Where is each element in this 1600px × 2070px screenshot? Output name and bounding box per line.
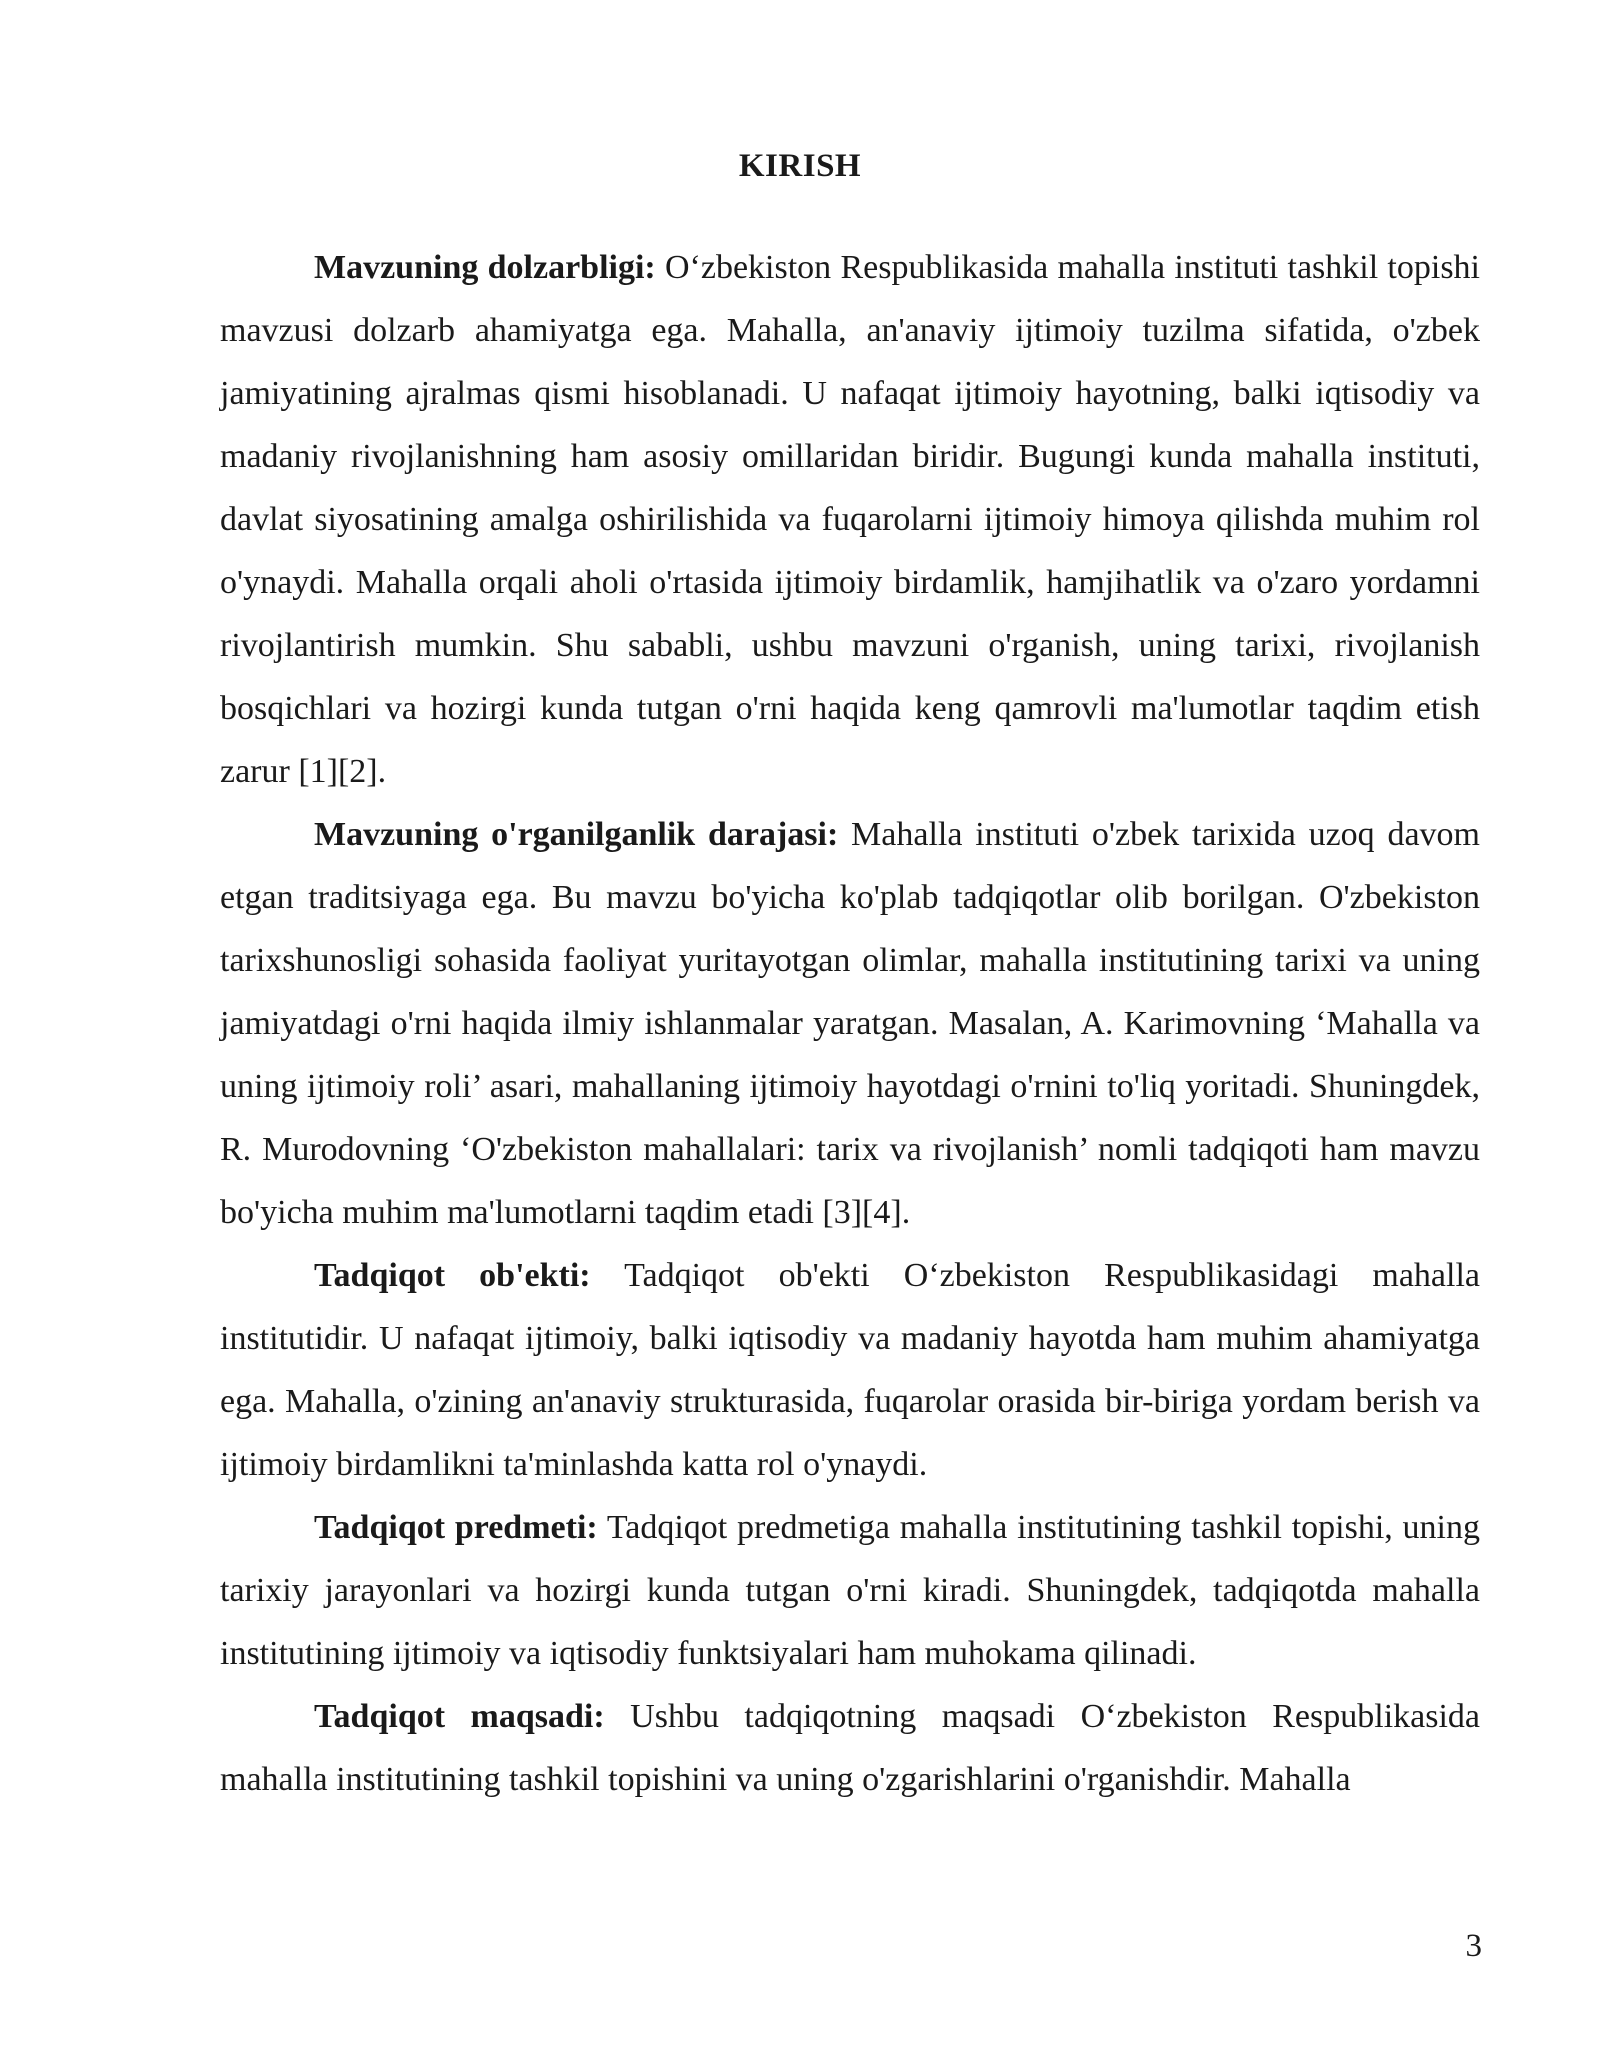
paragraph-lead: Mavzuning dolzarbligi:: [314, 249, 656, 286]
paragraph-lead: Tadqiqot maqsadi:: [314, 1698, 605, 1735]
paragraph-lead: Tadqiqot predmeti:: [314, 1509, 598, 1546]
paragraph-text: Tadqiqot ob'ekti O‘zbekiston Respublikasidagi mahalla institutidir. U nafaqat ijtimoiy, balki iqtisodiy va madaniy hayotda ham muhim ahamiyatga ega. Mahalla, o'zining an'anaviy strukturasida, fuqarolar orasida bir-biriga yordam berish va ijtimoiy birdamlikni ta'minlashda katta rol o'ynaydi.: [220, 1257, 1480, 1483]
paragraph-relevance: [220, 236, 1480, 803]
paragraph-text: Tadqiqot predmetiga mahalla institutining tashkil topishi, uning tarixiy jarayonlari va hozirgi kunda tutgan o'rni kiradi. Shuningdek, tadqiqotda mahalla institutining ijtimoiy va iqtisodiy funktsiyalari ham muhokama qilinadi.: [220, 1509, 1480, 1672]
paragraph-research-object: [220, 1244, 1480, 1496]
paragraph-lead: Tadqiqot ob'ekti:: [314, 1257, 591, 1294]
paragraph-text: Ushbu tadqiqotning maqsadi O‘zbekiston Respublikasida mahalla institutining tashkil topishini va uning o'zgarishlarini o'rganishdir. Mahalla: [220, 1698, 1480, 1798]
paragraph-study-level: [220, 803, 1480, 1244]
paragraph-text: O‘zbekiston Respublikasida mahalla instituti tashkil topishi mavzusi dolzarb ahamiyatga ega. Mahalla, an'anaviy ijtimoiy tuzilma sifatida, o'zbek jamiyatining ajralmas qismi hisoblanadi. U nafaqat ijtimoiy hayotning, balki iqtisodiy va madaniy rivojlanishning ham asosiy omillaridan biridir. Bugungi kunda mahalla instituti, davlat siyosatining amalga oshirilishida va fuqarolarni ijtimoiy himoya qilishda muhim rol o'ynaydi. Mahalla orqali aholi o'rtasida ijtimoiy birdamlik, hamjihatlik va o'zaro yordamni rivojlantirish mumkin. Shu sababli, ushbu mavzuni o'rganish, uning tarixi, rivojlanish bosqichlari va hozirgi kunda tutgan o'rni haqida keng qamrovli ma'lumotlar taqdim etish zarur [1][2].: [220, 249, 1481, 790]
paragraph-lead: Mavzuning o'rganilganlik darajasi:: [314, 816, 839, 853]
paragraph-research-goal: [220, 1685, 1480, 1811]
section-title: KIRISH: [738, 148, 862, 184]
paragraph-text: Mahalla instituti o'zbek tarixida uzoq davom etgan traditsiyaga ega. Bu mavzu bo'yicha ko'plab tadqiqotlar olib borilgan. O'zbekiston tarixshunosligi sohasida faoliyat yuritayotgan olimlar, mahalla institutining tarixi va uning jamiyatdagi o'rni haqida ilmiy ishlanmalar yaratgan. Masalan, A. Karimovning ‘Mahalla va uning ijtimoiy roli’ asari, mahallaning ijtimoiy hayotdagi o'rnini to'liq yoritadi. Shuningdek, R. Murodovning ‘O'zbekiston mahallalari: tarix va rivojlanish’ nomli tadqiqoti ham mavzu bo'yicha muhim ma'lumotlarni taqdim etadi [3][4].: [220, 816, 1480, 1231]
body-text: [220, 236, 1480, 1811]
paragraph-research-subject: [220, 1496, 1480, 1685]
page-number: 3: [1465, 1928, 1482, 1964]
